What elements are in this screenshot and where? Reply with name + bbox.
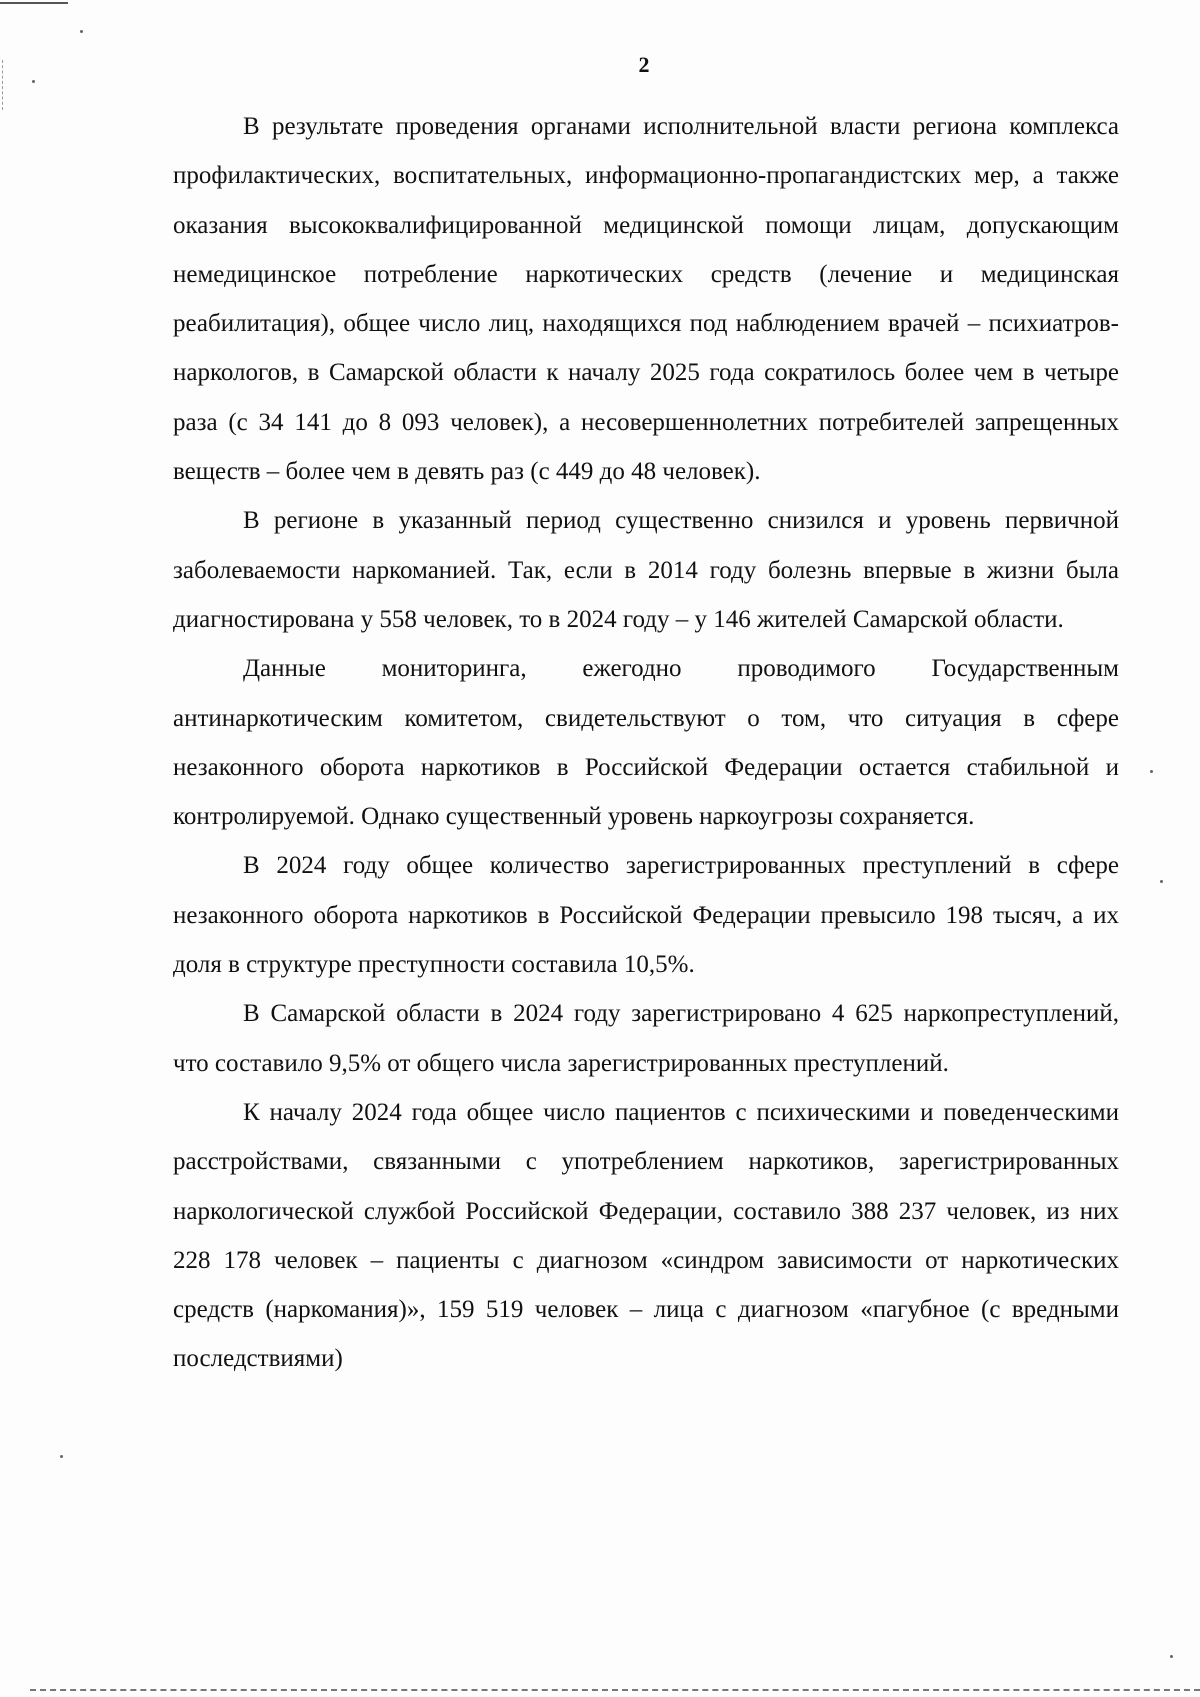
scan-speck xyxy=(1160,880,1163,883)
scan-speck xyxy=(80,30,83,33)
scan-edge-mark xyxy=(0,2,68,4)
paragraph: В Самарской области в 2024 году зарегистрировано 4 625 наркопреступлений, что составило 9,5% от общего числа зарегистрированных преступлений. xyxy=(173,1000,1119,1077)
paragraph: К началу 2024 года общее число пациентов с психическими и поведенческими расстройствами, связанными с употреблением наркотиков, зарегистрированных наркологической службой Российской Федерации, составило 388 237 человек, из них 228 178 человек – пациенты с диагнозом «синдром зависимости от наркотических средств (наркомания)», 159 519 человек – лица с диагнозом «пагубное (с вредными последствиями) xyxy=(173,1098,1119,1373)
document-body xyxy=(173,102,1119,1384)
scan-speck xyxy=(1170,1655,1173,1658)
scan-speck xyxy=(1150,770,1153,773)
paragraph: Данные мониторинга, ежегодно проводимого Государственным антинаркотическим комитетом, свидетельствуют о том, что ситуация в сфере незаконного оборота наркотиков в Российской Федерации остается стабильной и контролируемой. Однако существенный уровень наркоугрозы сохраняется. xyxy=(173,655,1119,831)
scan-speck xyxy=(60,1455,63,1458)
page-number: 2 xyxy=(638,52,650,77)
paragraph: В 2024 году общее количество зарегистрированных преступлений в сфере незаконного оборота наркотиков в Российской Федерации превысило 198 тысяч, а их доля в структуре преступности составила 10,5%. xyxy=(173,852,1119,979)
paragraph: В регионе в указанный период существенно снизился и уровень первичной заболеваемости наркоманией. Так, если в 2014 году болезнь впервые в жизни была диагностирована у 558 человек, то в 2024 году – у 146 жителей Самарской области. xyxy=(173,507,1119,633)
paragraph: В результате проведения органами исполнительной власти региона комплекса профилактических, воспитательных, информационно-пропагандистских мер, а также оказания высококвалифицированной медицинской помощи лицам, допускающим немедицинское потребление наркотических средств (лечение и медицинская реабилитация), общее число лиц, находящихся под наблюдением врачей – психиатров-наркологов, в Самарской области к началу 2025 года сократилось более чем в четыре раза (с 34 141 до 8 093 человек), а несовершеннолетних потребителей запрещенных веществ – более чем в девять раз (с 449 до 48 человек). xyxy=(173,113,1119,486)
scan-speck xyxy=(32,80,35,83)
scan-bottom-edge xyxy=(30,1689,1200,1691)
